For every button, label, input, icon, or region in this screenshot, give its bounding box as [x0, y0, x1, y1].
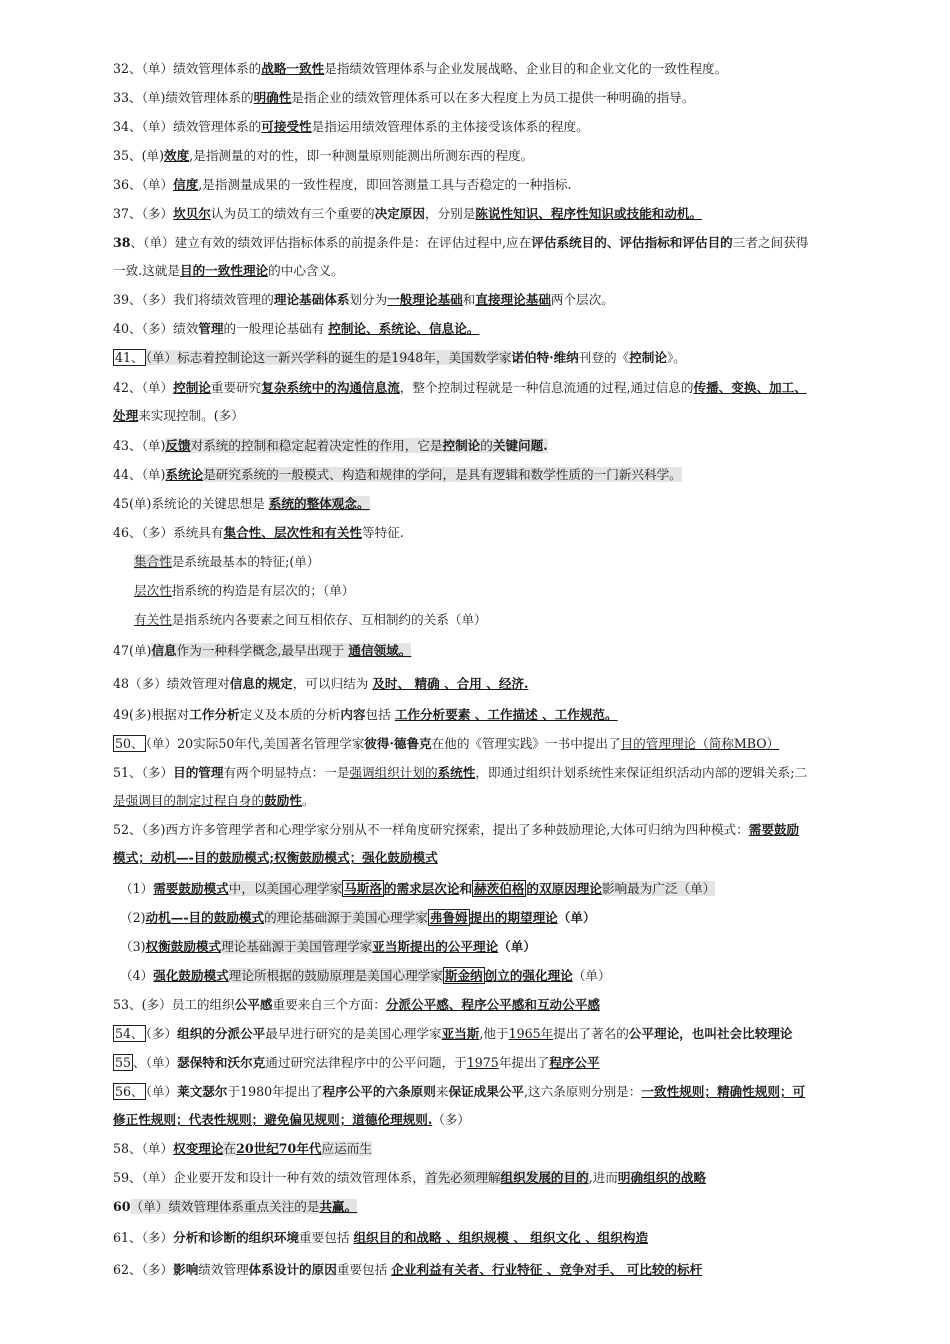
- text-run: 40、（多）绩效: [113, 321, 199, 336]
- item-53: [113, 995, 928, 1015]
- text-run: （单）20实际50年代,美国著名管理学家: [145, 736, 365, 751]
- text-run: 一致.这就是: [113, 263, 180, 278]
- text-run: 模式；动机—-目的鼓励模式;权衡鼓励模式；强化鼓励模式: [113, 850, 438, 865]
- text-run: 分析和诊断的组织环境: [173, 1230, 300, 1245]
- item-49: [113, 705, 928, 725]
- text-run: 在他的《管理实践》一书中提出了: [431, 736, 621, 751]
- text-run: 中，以美国心理学家: [228, 881, 343, 896]
- text-run: （单）: [572, 968, 611, 983]
- text-run: 亚当斯提出的公平理论: [372, 939, 499, 954]
- text-run: 的需求层次论: [383, 881, 460, 896]
- text-run: 作为一种科学概念,最早出现于: [176, 643, 349, 658]
- item-35: [113, 146, 928, 166]
- text-run: 是强调目的制定过程自身的: [113, 793, 265, 808]
- text-run: 是指企业的绩效管理体系可以在多大程度上为员工提供一种明确的指导。: [291, 90, 695, 105]
- text-run: 公平理论: [628, 1026, 680, 1041]
- item-52-sub-2: [120, 908, 920, 928]
- text-run: 目的管理: [173, 765, 224, 780]
- text-run: 47(单): [113, 643, 152, 658]
- item-60: [113, 1197, 928, 1217]
- text-run: 鼓励性: [264, 793, 302, 808]
- text-run: ，分别是: [424, 206, 476, 221]
- text-run: 理论所根据的鼓励原理是美国心理学家: [228, 968, 443, 983]
- text-run: 信息: [151, 643, 177, 658]
- text-run: （1）: [120, 881, 154, 896]
- text-run: 一致性规则；精确性规则；可: [641, 1084, 806, 1099]
- text-run: 是指系统内各要素之间互相依存、互相制约的关系（单）: [171, 612, 487, 627]
- text-run: 指系统的构造是有层次的；（单）: [171, 583, 355, 598]
- text-run: 修正性规则；代表性规则；避免偏见规则；道德伦理规则.: [113, 1112, 433, 1127]
- text-run: 明确组织的战略: [617, 1170, 707, 1185]
- text-run: 保证成果公平: [448, 1084, 525, 1099]
- text-run: 权变理论: [173, 1141, 224, 1156]
- text-run: 企业利益有关者、行业特征 、竞争对手、 可比较的标杆: [391, 1262, 703, 1277]
- item-38-line1: [113, 233, 928, 253]
- item-56-line1: [113, 1082, 928, 1102]
- text-run: 是指绩效管理体系与企业发展战略、企业目的和企业文化的一致性程度。: [324, 61, 728, 76]
- text-run: 控制论、系统论、信息论。: [328, 321, 480, 336]
- item-38-line2: [113, 261, 928, 281]
- text-run: 34、（单）绩效管理体系的: [113, 119, 262, 134]
- text-run: 分派公平感、程序公平感和互动公平感: [385, 997, 600, 1012]
- item-42-line1: [113, 378, 928, 398]
- text-run: 控制论: [173, 380, 211, 395]
- text-run: ，即通过组织计划系统性来保证组织活动内部的逻辑关系;二: [475, 765, 808, 780]
- text-run: 亚当斯: [441, 1026, 480, 1041]
- text-run: 是系统最基本的特征;(单）: [171, 554, 320, 569]
- text-run: 和: [459, 881, 473, 896]
- text-run: 45(单)系统论的关键思想是: [113, 496, 269, 511]
- text-run: 工作分析: [189, 707, 240, 722]
- item-59: [113, 1168, 928, 1188]
- text-run: 明确性: [253, 90, 292, 105]
- text-run: 53、(多）员工的组织: [113, 997, 235, 1012]
- text-run: 集合性、层次性和有关性: [223, 525, 363, 540]
- text-run: 于1980年提出了: [227, 1084, 323, 1099]
- text-run: 、（单）建立有效的绩效评估指标体系的前提条件是：在评估过程中,应在: [130, 235, 532, 250]
- text-run: ,是指测量的对的性，即一种测量原则能测出所测东西的程度。: [189, 148, 534, 163]
- text-run: 系统论: [165, 467, 204, 482]
- text-run: 有两个明显特点：一是: [223, 765, 350, 780]
- text-run: 及时、 精确 、合用 、经济.: [372, 676, 529, 691]
- text-run: 陈说性知识、程序性知识或技能和动机。: [475, 206, 703, 221]
- item-44: [113, 465, 928, 485]
- text-run: 刊登的《: [578, 350, 630, 365]
- item-52-sub-1: [120, 879, 920, 899]
- text-run: 层次性: [134, 583, 172, 598]
- text-run: 诺伯特·维纳: [511, 350, 579, 365]
- text-run: 系统的整体观念。: [268, 496, 370, 511]
- text-run: 弗鲁姆: [429, 910, 468, 925]
- item-58: [113, 1139, 928, 1159]
- text-run: 提出了著名的: [553, 1026, 629, 1041]
- text-run: （4）: [120, 968, 154, 983]
- item-52-line1: [113, 820, 928, 840]
- item-48: [113, 674, 928, 694]
- text-run: 46、（多）系统具有: [113, 525, 224, 540]
- text-run: 系统性: [437, 765, 476, 780]
- item-46-sub-2: [134, 581, 924, 601]
- item-50: [113, 734, 928, 754]
- text-run: 在: [223, 1141, 237, 1156]
- text-run: （单）标志着控制论这一新兴学科的诞生的是1948年，美国数学家: [145, 350, 512, 365]
- text-run: 战略一致性: [261, 61, 325, 76]
- text-run: 重要包括: [299, 1230, 354, 1245]
- text-run: 目的管理理论: [620, 736, 697, 751]
- text-run: 强化鼓励模式: [153, 968, 229, 983]
- text-run: 50、: [115, 736, 144, 751]
- text-run: 33、（单)绩效管理体系的: [113, 90, 254, 105]
- text-run: ,他于: [479, 1026, 509, 1041]
- text-run: 重要包括: [336, 1262, 392, 1277]
- text-run: 应运而生: [321, 1141, 372, 1156]
- text-run: 划分为: [349, 292, 388, 307]
- text-run: 54、: [115, 1026, 144, 1041]
- text-run: 是研究系统的一般模式、构造和规律的学问，是具有逻辑和数学性质的一门新兴科学。: [203, 467, 682, 482]
- item-51-line1: [113, 763, 928, 783]
- text-run: 48（多）绩效管理对: [113, 676, 230, 691]
- text-run: 工作分析要素 、工作描述 、工作规范。: [394, 707, 618, 722]
- text-run: 共赢。: [319, 1199, 358, 1214]
- text-run: 决定原因: [374, 206, 425, 221]
- text-run: 首先必须理解: [424, 1170, 501, 1185]
- item-41: [113, 348, 928, 368]
- item-52-line2: [113, 848, 928, 868]
- item-34: [113, 117, 928, 137]
- text-run: 组织的分派公平: [177, 1026, 266, 1041]
- text-run: 的理论基础源于美国心理学家: [264, 910, 428, 925]
- text-run: 权衡鼓励模式: [145, 939, 222, 954]
- text-run: 包括: [365, 707, 395, 722]
- text-run: 是指运用绩效管理体系的主体接受该体系的程度。: [311, 119, 589, 134]
- text-run: 目的一致性理论: [179, 263, 269, 278]
- text-run: 控制论: [442, 438, 481, 453]
- text-run: 马斯洛: [344, 881, 382, 896]
- text-run: 35、(单): [113, 148, 165, 163]
- text-run: ,进而: [588, 1170, 618, 1185]
- text-run: （单）绩效管理体系重点关注的是: [130, 1199, 320, 1214]
- item-54: [113, 1024, 928, 1044]
- text-run: 通过研究法律程序中的公平问题，于: [265, 1055, 467, 1070]
- text-run: 提出的期望理论: [469, 910, 558, 925]
- text-run: 最早进行研究的是美国心理学家: [265, 1026, 442, 1041]
- text-run: 强调组织计划的: [349, 765, 438, 780]
- text-run: （3): [120, 939, 146, 954]
- text-run: 对系统的控制和稳定起着决定性的作用，它是: [190, 438, 443, 453]
- text-run: 的中心含义。: [268, 263, 344, 278]
- text-run: 44、（单): [113, 467, 166, 482]
- text-run: 复杂系统中的沟通信息流: [261, 380, 400, 395]
- text-run: （多）: [145, 1026, 178, 1041]
- item-46-sub-1: [134, 552, 924, 572]
- text-run: 》。: [666, 350, 686, 365]
- text-run: 、（单）: [133, 1055, 178, 1070]
- text-run: 有关性: [134, 612, 172, 627]
- text-run: 的: [480, 438, 493, 453]
- text-run: 直接理论基础: [475, 292, 551, 307]
- text-run: 理论基础体系: [273, 292, 350, 307]
- text-run: ，可以归结为: [292, 676, 373, 691]
- text-run: 51、（多）: [113, 765, 174, 780]
- text-run: 36、（单）: [113, 177, 174, 192]
- text-run: 斯金纳: [444, 968, 483, 983]
- text-run: 动机—-目的鼓励模式: [145, 910, 265, 925]
- text-run: 管理: [198, 321, 224, 336]
- text-run: 需要鼓励模式: [153, 881, 229, 896]
- text-run: 组织目的和战略 、组织规模 、 组织文化 、组织构造: [353, 1230, 649, 1245]
- text-run: 和: [462, 292, 476, 307]
- text-run: （单）: [498, 939, 536, 954]
- text-run: 绩效管理: [198, 1262, 249, 1277]
- text-run: 39、（多）我们将绩效管理的: [113, 292, 274, 307]
- text-run: 。: [301, 793, 315, 808]
- text-run: 的一般理论基础有: [223, 321, 329, 336]
- item-45: [113, 494, 928, 514]
- text-run: 58、（单）: [113, 1141, 174, 1156]
- text-run: （单）: [557, 910, 596, 925]
- text-run: 也叫社会比较理论: [691, 1026, 793, 1041]
- text-run: 重要来自三个方面：: [272, 997, 386, 1012]
- item-39: [113, 290, 928, 310]
- text-run: 体系设计的原因: [248, 1262, 337, 1277]
- text-run: 重要研究: [210, 380, 262, 395]
- text-run: 一般理论基础: [387, 292, 463, 307]
- text-run: 62、（多）: [113, 1262, 174, 1277]
- text-run: 程序公平: [549, 1055, 600, 1070]
- item-37: [113, 204, 928, 224]
- text-run: ，: [679, 1026, 692, 1041]
- item-40: [113, 319, 928, 339]
- item-52-sub-3: [120, 937, 920, 957]
- text-run: 评估系统目的、评估指标和评估目的: [531, 235, 733, 250]
- text-run: 影响: [173, 1262, 199, 1277]
- text-run: 反馈: [165, 438, 191, 453]
- item-52-sub-4: [120, 966, 920, 986]
- text-run: 来实现控制。(多）: [138, 408, 244, 423]
- text-run: 来: [435, 1084, 449, 1099]
- text-run: （单）: [145, 1084, 178, 1099]
- item-43: [113, 436, 928, 456]
- text-run: 传播、变换、加工、: [693, 380, 807, 395]
- text-run: 32、（单）绩效管理体系的: [113, 61, 262, 76]
- item-62: [113, 1260, 928, 1280]
- item-46: [113, 523, 928, 543]
- text-run: 赫茨伯格: [474, 881, 525, 896]
- text-run: 彼得·德鲁克: [364, 736, 432, 751]
- text-run: 集合性: [134, 554, 172, 569]
- text-run: 创立的强化理论: [484, 968, 573, 983]
- text-run: （简称MBO）: [696, 736, 780, 751]
- item-32: [113, 59, 928, 79]
- item-47: [113, 641, 928, 661]
- item-61: [113, 1228, 928, 1248]
- text-run: 等特征.: [362, 525, 404, 540]
- item-46-sub-3: [134, 610, 924, 630]
- text-run: 61、（多）: [113, 1230, 174, 1245]
- text-run: 55: [115, 1055, 132, 1070]
- text-run: 42、（单）: [113, 380, 174, 395]
- item-55: [113, 1053, 928, 1073]
- text-run: 的双原因理论: [526, 881, 602, 896]
- text-run: ,是指测量成果的一致性程度，即回答测量工具与否稳定的一种指标.: [198, 177, 572, 192]
- text-run: 56、: [115, 1084, 144, 1099]
- text-run: 1975: [466, 1055, 499, 1070]
- item-42-line2: [113, 406, 928, 426]
- text-run: 需要鼓励: [748, 822, 800, 837]
- text-run: ，整个控制过程就是一种信息流通的过程,通过信息的: [399, 380, 694, 395]
- item-56-line2: [113, 1110, 928, 1130]
- text-run: 信息的规定: [229, 676, 293, 691]
- text-run: 组织发展的目的: [500, 1170, 589, 1185]
- text-run: 49(多)根据对: [113, 707, 190, 722]
- text-run: 20世纪70年代: [236, 1141, 322, 1156]
- text-run: 38: [113, 235, 131, 250]
- text-run: 处理: [113, 408, 139, 423]
- text-run: 1965年: [508, 1026, 554, 1041]
- text-run: 52、（多)西方许多管理学者和心理学家分别从不一样角度研究探索，提出了多种鼓励理论,大体可归纳为四种模式：: [113, 822, 749, 837]
- text-run: 可接受性: [261, 119, 312, 134]
- text-run: 60: [113, 1199, 131, 1214]
- text-run: 通信领域。: [348, 643, 412, 658]
- text-run: 莱文瑟尔: [177, 1084, 228, 1099]
- text-run: （多）: [432, 1112, 471, 1127]
- text-run: 坎贝尔: [173, 206, 211, 221]
- text-run: 定义及本质的分析: [239, 707, 341, 722]
- text-run: 59、（单）企业要开发和设计一种有效的绩效管理体系，: [113, 1170, 425, 1185]
- text-run: 年提出了: [498, 1055, 550, 1070]
- text-run: ,这六条原则分别是：: [524, 1084, 642, 1099]
- item-36: [113, 175, 928, 195]
- text-run: 公平感: [234, 997, 273, 1012]
- item-51-line2: [113, 791, 928, 811]
- text-run: 信度: [173, 177, 199, 192]
- item-33: [113, 88, 928, 108]
- text-run: 效度: [164, 148, 190, 163]
- text-run: 三者之间获得: [732, 235, 809, 250]
- text-run: 瑟保特和沃尔克: [177, 1055, 266, 1070]
- text-run: 影响最为广泛（单）: [601, 881, 716, 896]
- text-run: 理论基础源于美国管理学家: [221, 939, 373, 954]
- text-run: 内容: [340, 707, 366, 722]
- text-run: 43、（单): [113, 438, 166, 453]
- text-run: 控制论: [629, 350, 667, 365]
- text-run: 认为员工的绩效有三个重要的: [210, 206, 375, 221]
- text-run: 程序公平的六条原则: [322, 1084, 436, 1099]
- text-run: （2): [120, 910, 146, 925]
- text-run: 41、: [115, 350, 144, 365]
- text-run: 37、（多）: [113, 206, 174, 221]
- text-run: 两个层次。: [550, 292, 614, 307]
- text-run: 关键问题.: [492, 438, 548, 453]
